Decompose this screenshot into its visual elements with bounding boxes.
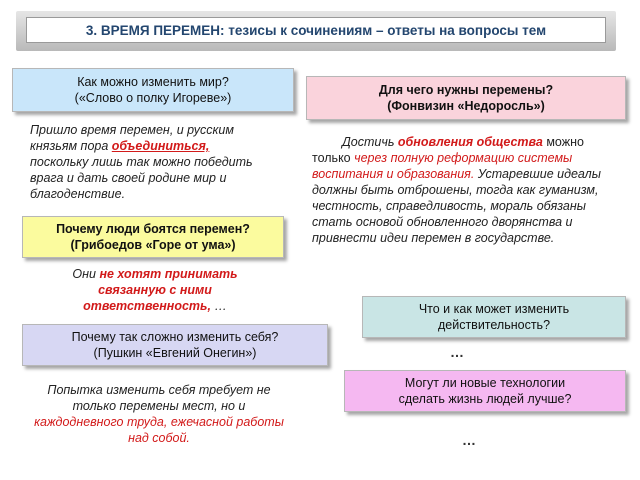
answer-text-fear-of-change [50,266,260,314]
question-box-fear-of-change [22,216,284,258]
page-title: 3. ВРЕМЯ ПЕРЕМЕН: тезисы к сочинениям – ответы на вопросы тем [85,22,547,38]
question-source: (Грибоедов «Горе от ума») [70,238,236,252]
question-line: Почему люди боятся перемен? [56,222,250,236]
answer-text-why-changes [312,134,602,246]
question-line: Что и как может изменить [418,302,570,316]
question-line: сделать жизнь людей лучше? [398,392,572,406]
ellipsis-placeholder: … [450,344,464,360]
question-line: Могут ли новые технологии [404,376,566,390]
question-source: (Пушкин «Евгений Онегин») [93,346,257,360]
question-box-change-world [12,68,294,112]
answer-part: Устаревшие идеалы должны быть отброшены, тогда как гуманизм, честность, справедливость, мораль обязаны стать основой обновленного дворянства и привнести идеи перемен в государстве. [312,167,601,245]
question-box-new-technologies [344,370,626,412]
question-box-why-changes [306,76,626,120]
question-source: (Фонвизин «Недоросль») [387,99,545,113]
question-line: Почему так сложно изменить себя? [71,330,279,344]
question-source: («Слово о полку Игореве») [74,91,232,105]
answer-highlight: обновления общества [397,135,543,149]
answer-highlight: объединиться, [111,139,210,153]
title-frame [26,17,606,43]
answer-part: Пришло время перемен, и русским князьям пора [30,123,234,153]
question-line: Как можно изменить мир? [77,75,229,89]
answer-part: поскольку [30,155,92,169]
answer-part: лишь так можно победить врага и дать своей родине мир и благоденствие. [30,155,253,201]
answer-part: … [210,299,227,313]
title-bar [16,11,616,51]
answer-highlight: каждодневного труда, ежечасной работы над собой. [34,415,284,445]
answer-text-change-self [28,382,290,446]
question-line: действительность? [437,318,551,332]
answer-part: можно только [312,135,584,165]
question-box-change-reality [362,296,626,338]
question-box-change-self [22,324,328,366]
answer-highlight: через полную реформацию системы воспитания и образования. [312,151,573,181]
answer-part: Они [72,267,100,281]
answer-part: Достичь [342,135,398,149]
ellipsis-placeholder: … [462,432,476,448]
question-line: Для чего нужны перемены? [378,83,554,97]
answer-text-change-world [30,122,270,202]
answer-highlight: не хотят принимать связанную с ними ответственность, [83,267,238,313]
answer-part: Попытка изменить себя требует не только перемены мест, но и [47,383,271,413]
